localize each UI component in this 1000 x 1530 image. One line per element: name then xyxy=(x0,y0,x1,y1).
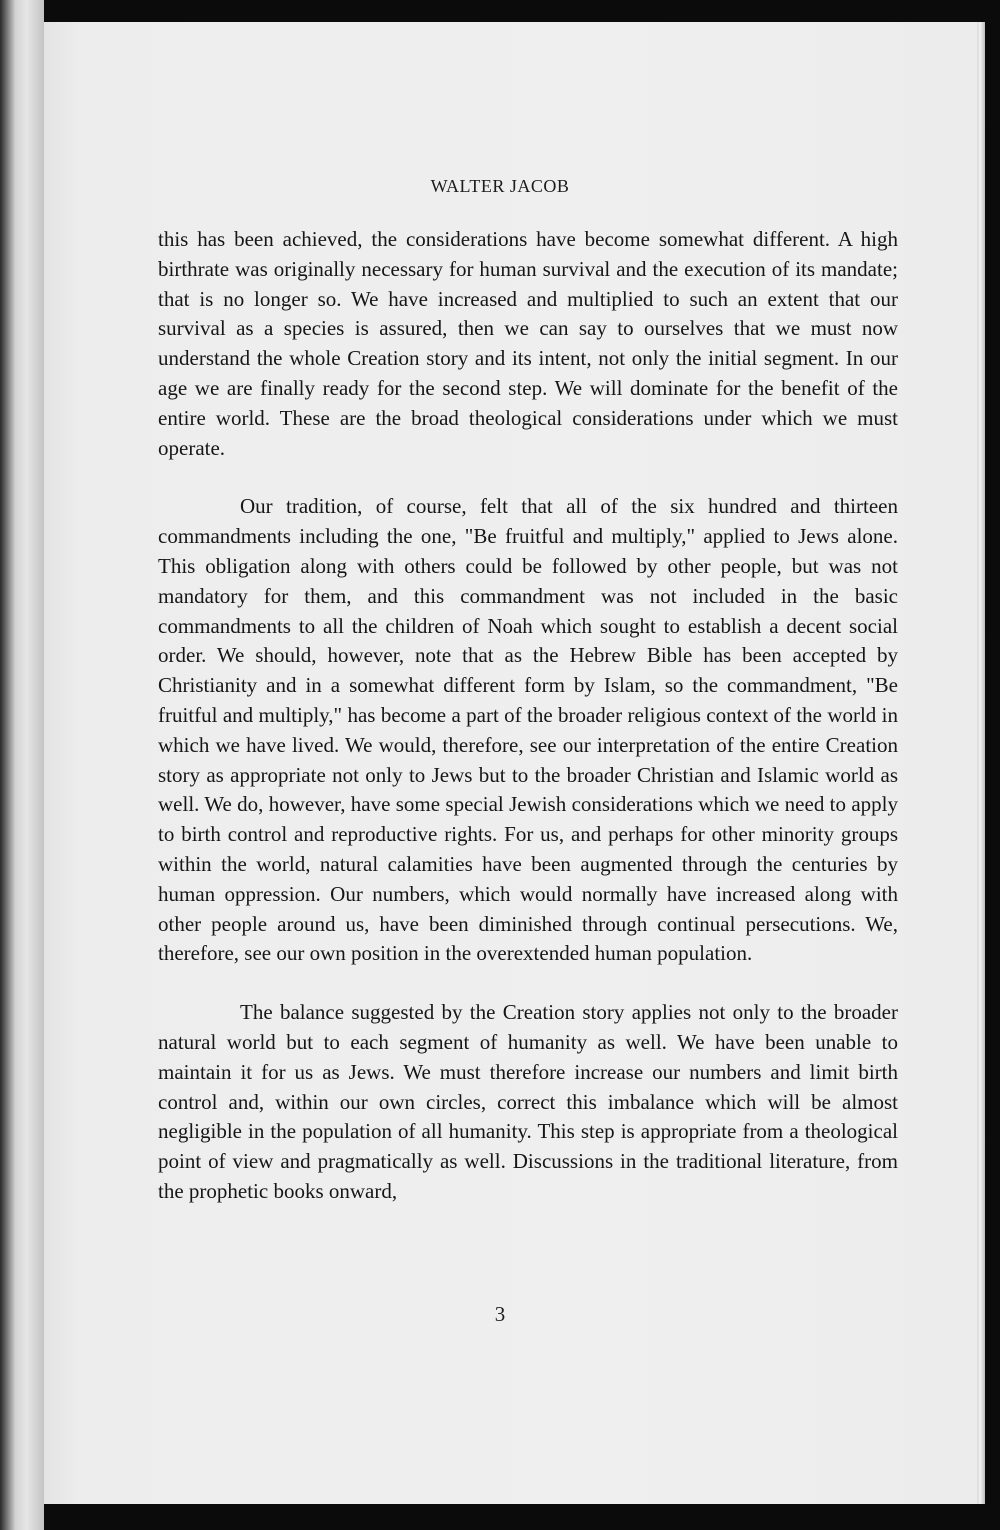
paragraph-1: this has been achieved, the considerations have become somewhat different. A high birthrate was originally necessary for human survival and the execution of its mandate; that is no longer so. We have increased and multiplied to such an extent that our survival as a species is assured, then we can say to ourselves that we must now understand the whole Creation story and its intent, not only the initial segment. In our age we are finally ready for the second step. We will dominate for the benefit of the entire world. These are the broad theological considerations under which we must operate. xyxy=(158,227,898,460)
page-edge xyxy=(977,22,985,1504)
running-head: WALTER JACOB xyxy=(430,176,570,196)
body-text xyxy=(158,225,898,1207)
paragraph-3: The balance suggested by the Creation story applies not only to the broader natural world but to each segment of humanity as well. We have been unable to maintain it for us as Jews. We must therefore increase our numbers and limit birth control and, within our own circles, correct this imbalance which will be almost negligible in the population of all humanity. This step is appropriate from a theological point of view and pragmatically as well. Discussions in the traditional literature, from the prophetic books onward, xyxy=(158,1000,898,1203)
paragraph-2: Our tradition, of course, felt that all of the six hundred and thirteen commandments including the one, "Be fruitful and multiply," applied to Jews alone. This obligation along with others could be followed by other people, but was not mandatory for them, and this commandment was not included in the basic commandments to all the children of Noah which sought to establish a decent social order. We should, however, note that as the Hebrew Bible has been accepted by Christianity and in a somewhat different form by Islam, so the commandment, "Be fruitful and multiply," has become a part of the broader religious context of the world in which we have lived. We would, therefore, see our interpretation of the entire Creation story as appropriate not only to Jews but to the broader Christian and Islamic world as well. We do, however, have some special Jewish considerations which we need to apply to birth control and reproductive rights. For us, and perhaps for other minority groups within the world, natural calamities have been augmented through the centuries by human oppression. Our numbers, which would normally have increased along with other people around us, have been diminished through continual persecutions. We, therefore, see our own position in the overextended human population. xyxy=(158,494,898,966)
page-number: 3 xyxy=(494,1302,506,1326)
book-spine xyxy=(0,0,44,1530)
